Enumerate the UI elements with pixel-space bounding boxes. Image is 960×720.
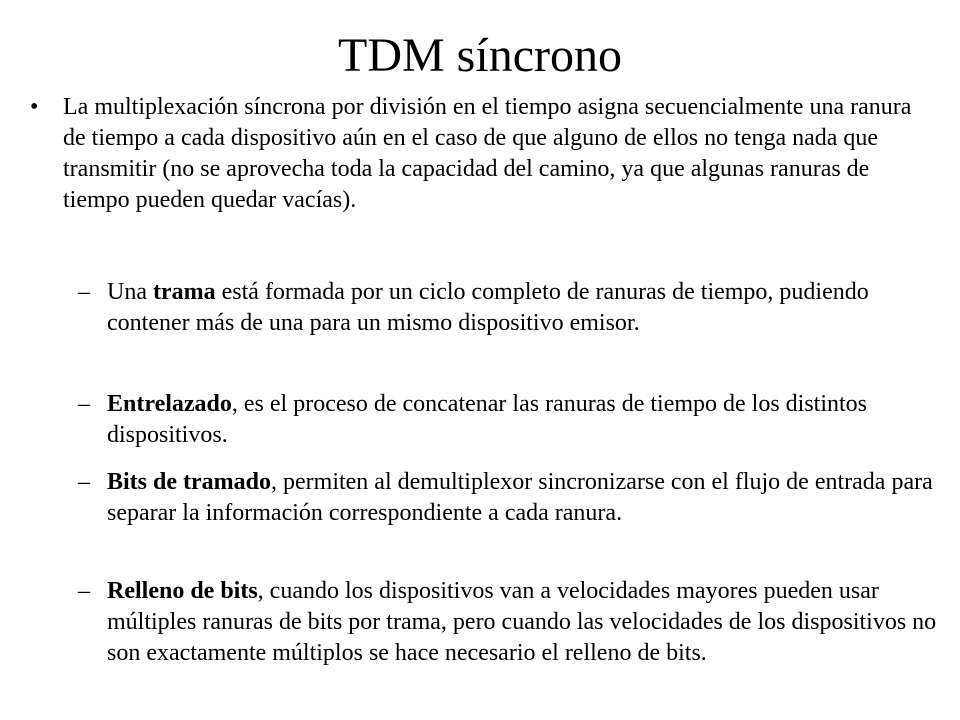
subitem-relleno-bits [78, 576, 940, 669]
subitem-trama [78, 277, 940, 339]
subitem-text [107, 389, 940, 451]
dash-marker: – [78, 391, 90, 417]
dash-marker: – [78, 469, 90, 495]
subitem-term: Relleno de bits [107, 578, 258, 604]
subitem-bits-tramado [78, 467, 940, 529]
main-bullet-text: La multiplexación síncrona por división en el tiempo asigna secuencialmente una ranura de tiempo a cada dispositivo aún en el caso de que alguno de ellos no tenga nada que transmitir (no se aprovecha toda la capacidad del camino, ya que algunas ranuras de tiempo pueden quedar vacías). [63, 94, 912, 213]
dash-marker: – [78, 279, 90, 305]
subitem-post: está formada por un ciclo completo de ranuras de tiempo, pudiendo contener más de una para un mismo dispositivo emisor. [107, 279, 869, 336]
subitem-term: trama [152, 279, 216, 305]
subitem-text [107, 277, 940, 339]
main-bullet [30, 92, 930, 216]
subitem-text [107, 467, 940, 529]
subitem-pre: Una [107, 279, 153, 305]
subitem-term: Bits de tramado [107, 469, 271, 495]
subitem-post: , permiten al demultiplexor sincronizarse con el flujo de entrada para separar la información correspondiente a cada ranura. [107, 469, 933, 526]
subitem-post: , cuando los dispositivos van a velocidades mayores pueden usar múltiples ranuras de bits por trama, pero cuando las velocidades de los dispositivos no son exactamente múltiplos se hace necesario el relleno de bits. [107, 578, 937, 666]
subitem-text [107, 576, 940, 669]
subitem-post: , es el proceso de concatenar las ranuras de tiempo de los distintos dispositivos. [107, 391, 868, 448]
dash-marker: – [78, 578, 90, 604]
slide-title: TDM síncrono [338, 29, 622, 82]
subitem-term: Entrelazado [107, 391, 232, 417]
subitem-entrelazado [78, 389, 940, 451]
bullet-marker: • [30, 94, 39, 120]
